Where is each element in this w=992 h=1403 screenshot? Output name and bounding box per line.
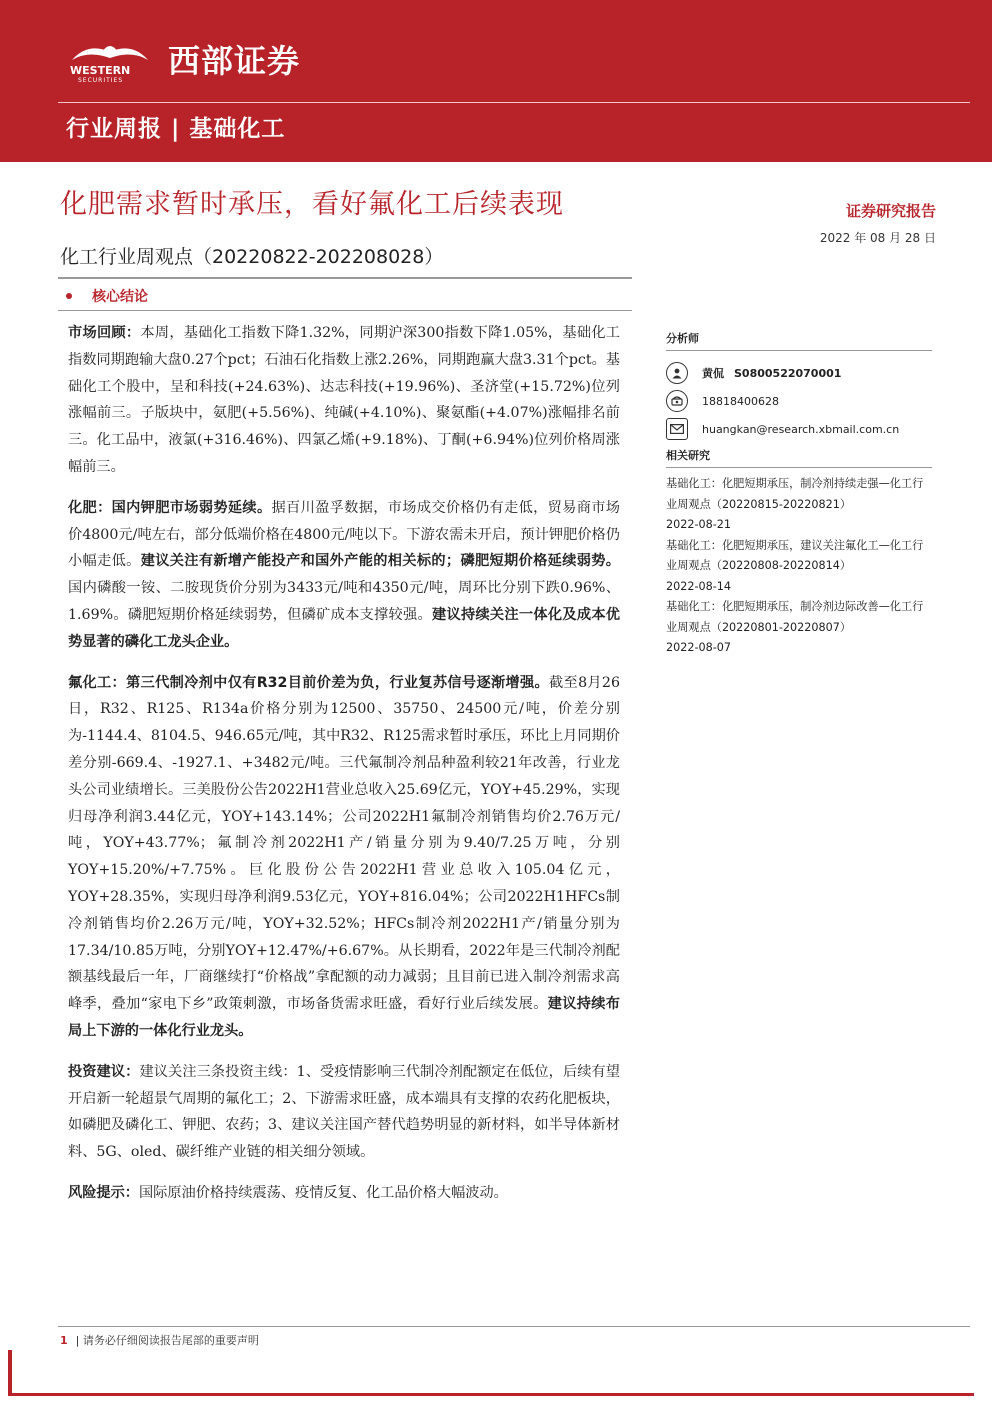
paragraph-text: 截至8月26日，R32、R125、R134a价格分别为12500、35750、24500元/吨，价差分别为-1144.4、8104.5、946.65元/吨，其中R32、R125需求暂时承压，环比上月同期价差分别-669.4、-1927.1、+3482元/吨。三代氟制冷剂品种盈利较21年改善，行业龙头公司业绩增长。三美股份公告2022H1营业总收入25.69亿元，YOY+45.29%，实现归母净利润3.44亿元，YOY+143.14%；公司2022H1氟制冷剂销售均价2.76万元/吨，YOY+43.77%；氟制冷剂2022H1产/销量分别为9.40/7.25万吨，分别YOY+15.20%/+7.75%。巨化股份公告2022H1营业总收入105.04亿元，YOY+28.35%，实现归母净利润9.53亿元，YOY+816.04%；公司2022H1HFCs制冷剂销售均价2.26万元/吨，YOY+32.52%；HFCs制冷剂2022H1产/销量分别为17.34/10.85万吨，分别YOY+12.47%/+6.67%。从长期看，2022年是三代制冷剂配额基线最后一年，厂商继续打“价格战”拿配额的动力减弱；且目前已进入制冷剂需求高峰季，叠加“家电下乡”政策刺激，市场备货需求旺盛，看好行业后续发展。 (68, 674, 620, 1013)
paragraph-bold: 国内钾肥市场弱势延续。 (111, 499, 272, 516)
analyst-phone: 18818400628 (702, 394, 779, 408)
paragraph-label: 投资建议： (68, 1063, 140, 1080)
analyst-name: 黄侃 (702, 367, 724, 380)
paragraph-investment (68, 1059, 620, 1166)
section-divider (58, 310, 632, 311)
paragraph-text: 建议关注三条投资主线：1、受疫情影响三代制冷剂配额定在低位，后续有望开启新一轮超景气周期的氟化工；2、下游需求旺盛，成本端具有支撑的农药化肥板块，如磷肥及磷化工、钾肥、农药；3、建议关注国产替代趋势明显的新材料，如半导体新材料、5G、oled、碳纤维产业链的相关细分领域。 (68, 1063, 620, 1161)
paragraph-text: 国际原油价格持续震荡、疫情反复、化工品价格大幅波动。 (138, 1184, 508, 1201)
related-heading: 相关研究 (666, 447, 932, 468)
analyst-id: S0800522070001 (734, 367, 842, 380)
corner-bar-horizontal (8, 1393, 974, 1396)
title-divider (58, 277, 632, 279)
paragraph-label: 化肥： (68, 499, 112, 516)
page-number: 1 (60, 1334, 68, 1347)
paragraph-market-review (68, 320, 620, 481)
logo-en-sub-text: SECURITIES (78, 77, 124, 84)
paragraph-bold: 第三代制冷剂中仅有R32目前价差为负，行业复苏信号逐渐增强。 (126, 674, 550, 691)
paragraph-text: 本周，基础化工指数下降1.32%，同期沪深300指数下降1.05%，基础化工指数同期跑输大盘0.27个pct；石油石化指数上涨2.26%，同期跑赢大盘3.31个pct。基础化工个股中，呈和科技(+24.63%)、达志科技(+19.96%)、圣济堂(+15.72%)位列涨幅前三。子版块中，氨肥(+5.56%)、纯碱(+4.10%)、聚氨酯(+4.07%)涨幅排名前三。化工品中，液氯(+316.46%)、四氯乙烯(+9.18%)、丁酮(+6.94%)位列价格周涨幅前三。 (68, 325, 620, 475)
main-content (68, 320, 620, 1221)
bull-horns-icon (68, 38, 152, 64)
paragraph-bold: 建议关注有新增产能投产和国外产能的相关标的；磷肥短期价格延续弱势。 (140, 553, 620, 570)
related-item-title[interactable]: 基础化工：化肥短期承压，制冷剂持续走强—化工行业周观点（20220815-20220821） (666, 477, 924, 511)
paragraph-label: 氟化工： (68, 674, 127, 691)
header-banner (0, 0, 992, 162)
analyst-heading: 分析师 (666, 330, 932, 351)
report-date: 2022 年 08 月 28 日 (819, 231, 936, 245)
logo-mark (68, 38, 152, 84)
footer-notice: | 请务必仔细阅读报告尾部的重要声明 (75, 1334, 259, 1347)
analyst-info (702, 365, 841, 381)
analyst-name-row (666, 359, 932, 387)
report-title: 化肥需求暂时承压，看好氟化工后续表现 (60, 189, 564, 220)
paragraph-text: 据百川盈孚数据，市场成交价格仍有走低，贸易商市场价4800元/吨左右，部分低端价格在4800元/吨以下。下游农需未开启，预计钾肥价格仍小幅走低。 (68, 499, 620, 570)
phone-icon (666, 390, 688, 412)
header-divider (58, 102, 970, 103)
paragraph-bold: 建议持续关注一体化及成本优势显著的磷化工龙头企业。 (68, 606, 620, 650)
logo-en-text: WESTERN (70, 64, 131, 77)
footer-divider (58, 1326, 970, 1327)
section-label: 核心结论 (92, 289, 148, 305)
related-item-date: 2022-08-21 (666, 518, 732, 531)
report-type: 证券研究报告 (845, 202, 936, 220)
related-list (666, 474, 932, 659)
report-subtitle: 化工行业周观点（20220822-202208028） (60, 246, 444, 268)
related-item-title[interactable]: 基础化工：化肥短期承压，制冷剂边际改善—化工行业周观点（20220801-20220807） (666, 600, 924, 634)
related-item-title[interactable]: 基础化工：化肥短期承压，建议关注氟化工—化工行业周观点（20220808-20220814） (666, 538, 924, 572)
related-item-date: 2022-08-14 (666, 579, 732, 593)
company-logo (68, 36, 300, 82)
paragraph-bold: 建议持续布局上下游的一体化行业龙头。 (68, 996, 620, 1039)
paragraph-label: 风险提示： (68, 1184, 139, 1201)
paragraph-label: 市场回顾： (68, 325, 141, 341)
report-category: 行业周报 | 基础化工 (66, 116, 286, 142)
paragraph-fertilizer (68, 495, 620, 656)
footer (60, 1332, 259, 1348)
section-bullet-icon (66, 293, 72, 299)
person-icon (666, 362, 688, 384)
analyst-phone-row (666, 387, 932, 415)
analyst-email[interactable]: huangkan@research.xbmail.com.cn (702, 422, 900, 436)
analyst-email-row (666, 415, 932, 443)
sidebar (666, 330, 932, 659)
logo-cn-text: 西部证券 (168, 42, 301, 80)
paragraph-risk (68, 1180, 620, 1207)
paragraph-text: 国内磷酸一铵、二胺现货价分别为3433元/吨和4350元/吨，周环比分别下跌0.96%、1.69%。磷肥短期价格延续弱势，但磷矿成本支撑较强。 (68, 580, 620, 623)
paragraph-fluorochemical (68, 670, 620, 1045)
related-item-date: 2022-08-07 (666, 641, 732, 654)
mail-icon (666, 418, 688, 440)
corner-bar-vertical (8, 1350, 12, 1396)
